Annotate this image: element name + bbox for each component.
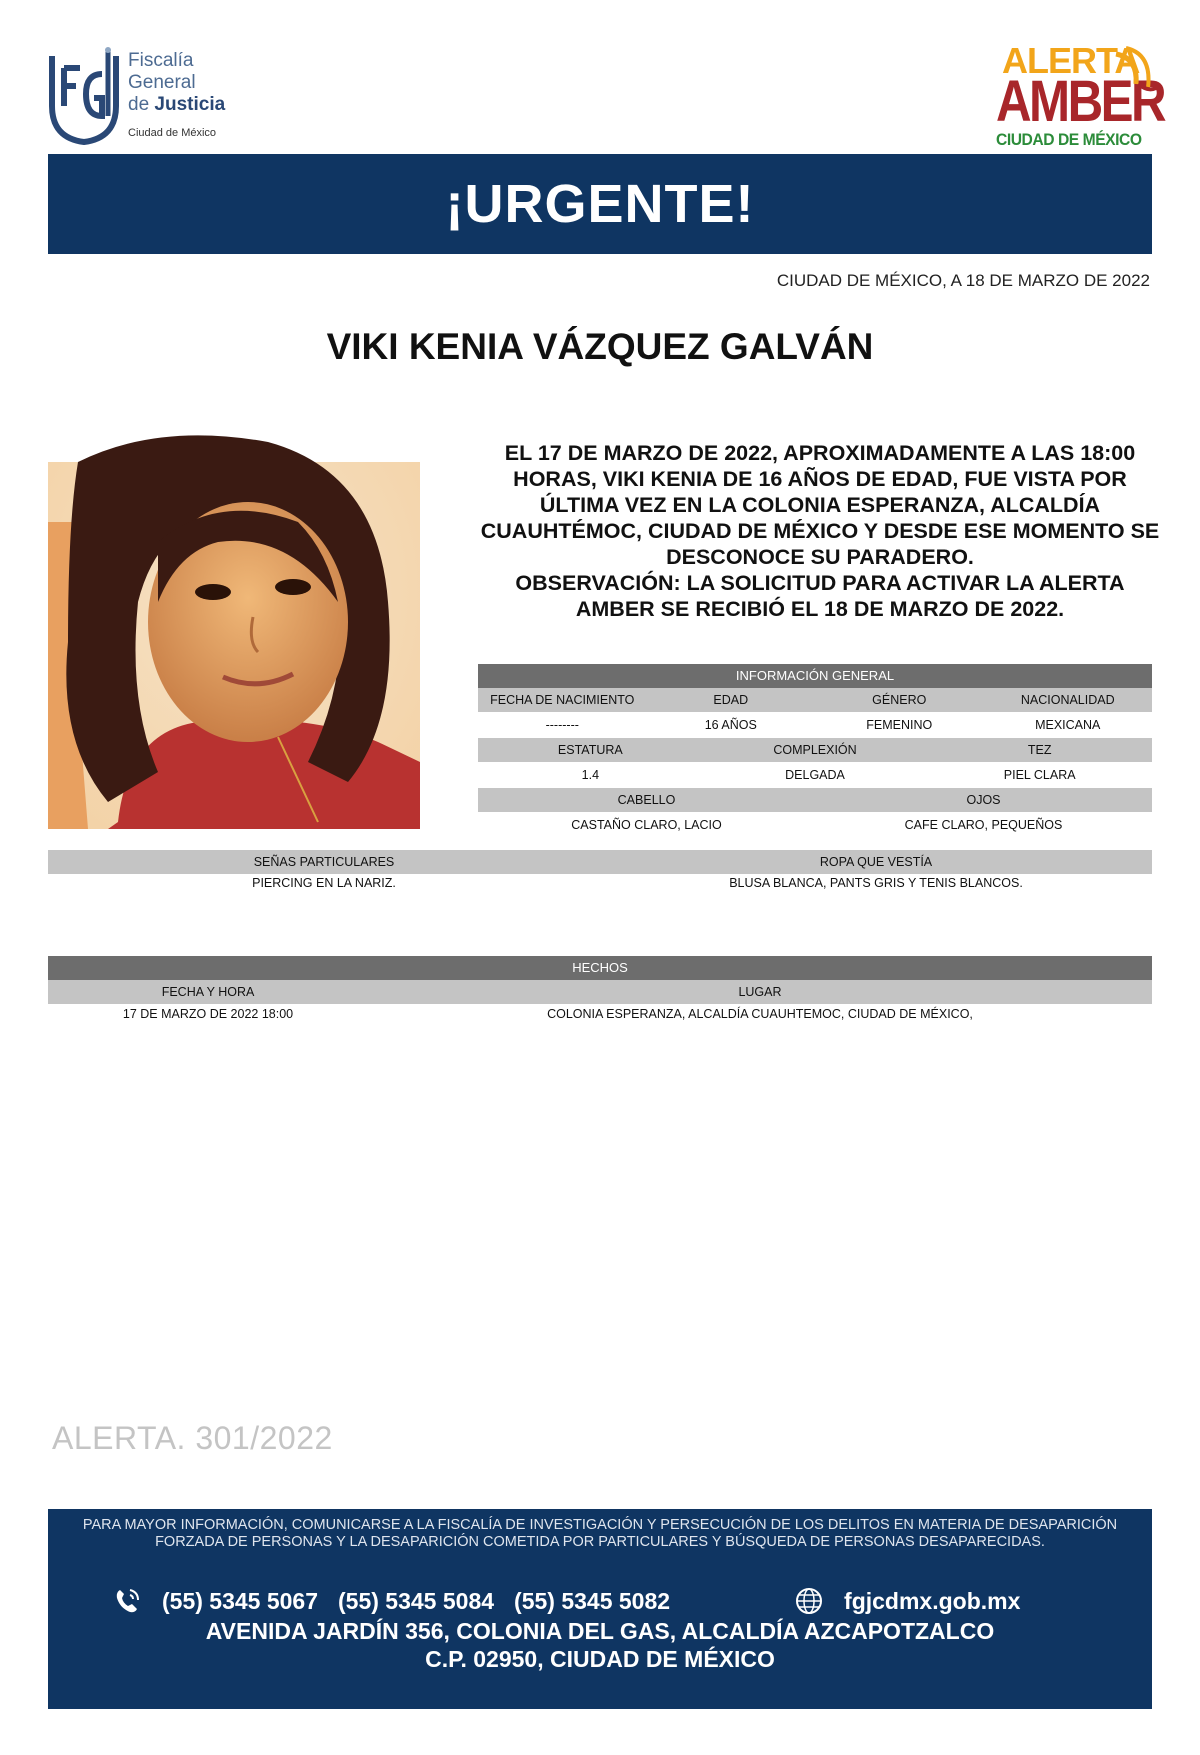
- header-place: LUGAR: [738, 985, 782, 999]
- phone-2[interactable]: (55) 5345 5084: [338, 1587, 495, 1614]
- amber-logo-alerta: ALERTA: [1002, 40, 1140, 81]
- alert-number: ALERTA. 301/2022: [52, 1420, 333, 1456]
- facts-title: HECHOS: [48, 956, 1152, 980]
- value-complexion: PIEL CLARA: [1003, 768, 1076, 782]
- info-row1-header: [478, 688, 1152, 712]
- phone-icon: [112, 1586, 142, 1616]
- header-age: EDAD: [713, 693, 749, 707]
- features-header: [48, 850, 1152, 874]
- general-info-title: INFORMACIÓN GENERAL: [478, 664, 1152, 688]
- footer-note-line2: FORZADA DE PERSONAS Y LA DESAPARICIÓN COMETIDA POR PARTICULARES Y BÚSQUEDA DE PERSONAS DESAPARECIDAS.: [155, 1534, 1045, 1550]
- amber-logo-city: CIUDAD DE MÉXICO: [996, 130, 1142, 149]
- info-row2-header: [478, 738, 1152, 762]
- info-row2-values: [478, 762, 1152, 788]
- info-row3-values: [478, 812, 1152, 838]
- date-line: CIUDAD DE MÉXICO, A 18 DE MARZO DE 2022: [776, 271, 1150, 290]
- globe-icon: [794, 1586, 824, 1616]
- contact-footer: [48, 1509, 1152, 1709]
- value-height: 1.4: [581, 768, 600, 782]
- incident-description: [480, 440, 1160, 622]
- header-complexion: TEZ: [1027, 743, 1052, 757]
- header-height: ESTATURA: [557, 743, 623, 757]
- observation-text: OBSERVACIÓN: LA SOLICITUD PARA ACTIVAR LA ALERTA AMBER SE RECIBIÓ EL 18 DE MARZO DE 2022.: [515, 571, 1125, 621]
- address-line1: AVENIDA JARDÍN 356, COLONIA DEL GAS, ALCALDÍA AZCAPOTZALCO: [205, 1618, 995, 1644]
- fgj-subtitle: Ciudad de México: [128, 127, 217, 139]
- fgj-line3-bold: Justicia: [154, 94, 226, 115]
- facts-table: [48, 956, 1152, 1024]
- header-date-time: FECHA Y HORA: [161, 985, 255, 999]
- signal-waves-icon: [1112, 44, 1160, 104]
- info-row3-header: [478, 788, 1152, 812]
- phone-3[interactable]: (55) 5345 5082: [514, 1587, 671, 1614]
- address-line2: C.P. 02950, CIUDAD DE MÉXICO: [425, 1646, 775, 1672]
- features-values: [48, 874, 1152, 892]
- website-link[interactable]: fgjcdmx.gob.mx: [844, 1587, 1021, 1614]
- value-eyes: CAFE CLARO, PEQUEÑOS: [904, 818, 1063, 832]
- value-gender: FEMENINO: [866, 718, 933, 732]
- value-date-time: 17 DE MARZO DE 2022 18:00: [122, 1007, 294, 1021]
- header-eyes: OJOS: [966, 793, 1001, 807]
- header-build: COMPLEXIÓN: [773, 743, 857, 757]
- missing-person-name: VIKI KENIA VÁZQUEZ GALVÁN: [326, 326, 874, 367]
- urgent-banner: ¡URGENTE!: [48, 154, 1152, 254]
- value-hair: CASTAÑO CLARO, LACIO: [571, 818, 722, 832]
- fgj-emblem-icon: [46, 46, 122, 146]
- general-info-table: [478, 664, 1152, 838]
- value-nationality: MEXICANA: [1035, 718, 1101, 732]
- header-hair: CABELLO: [617, 793, 676, 807]
- facts-values: [48, 1004, 1152, 1024]
- phone-1[interactable]: (55) 5345 5067: [162, 1587, 319, 1614]
- fgj-line2: General: [128, 72, 196, 93]
- amber-logo-amber: AMBER: [996, 69, 1165, 134]
- missing-person-photo: [48, 402, 420, 829]
- value-place: COLONIA ESPERANZA, ALCALDÍA CUAUHTEMOC, CIUDAD DE MÉXICO,: [547, 1007, 973, 1021]
- description-text: EL 17 DE MARZO DE 2022, APROXIMADAMENTE A LAS 18:00 HORAS, VIKI KENIA DE 16 AÑOS DE EDAD, FUE VISTA POR ÚLTIMA VEZ EN LA COLONIA ESPERANZA, ALCALDÍA CUAUHTÉMOC, CIUDAD DE MÉXICO Y DESDE ESE MOMENTO SE DESCONOCE SU PARADERO.: [480, 441, 1160, 569]
- alerta-amber-logo: [992, 40, 1165, 150]
- value-distinguishing-marks: PIERCING EN LA NARIZ.: [252, 876, 396, 890]
- footer-note: [48, 1517, 1152, 1551]
- header-gender: GÉNERO: [872, 693, 927, 707]
- features-table: [48, 850, 1152, 892]
- fgj-logo: [46, 44, 236, 144]
- facts-header: [48, 980, 1152, 1004]
- value-clothing: BLUSA BLANCA, PANTS GRIS Y TENIS BLANCOS.: [729, 876, 1023, 890]
- info-row1-values: [478, 712, 1152, 738]
- fgj-line3-prefix: de: [128, 94, 155, 115]
- header-birthdate: FECHA DE NACIMIENTO: [490, 693, 635, 707]
- value-build: DELGADA: [785, 768, 845, 782]
- header-clothing: ROPA QUE VESTÍA: [819, 855, 933, 869]
- header-distinguishing-marks: SEÑAS PARTICULARES: [253, 855, 395, 869]
- value-birthdate: --------: [545, 718, 579, 732]
- fgj-line1: Fiscalía: [128, 50, 194, 71]
- fgj-logo-text: [128, 50, 225, 116]
- fgj-line3: [128, 94, 225, 116]
- value-age: 16 AÑOS: [704, 718, 757, 732]
- contact-line: [112, 1586, 1020, 1616]
- footer-note-line1: PARA MAYOR INFORMACIÓN, COMUNICARSE A LA FISCALÍA DE INVESTIGACIÓN Y PERSECUCIÓN DE LOS DELITOS EN MATERIA DE DESAPARICIÓN: [82, 1517, 1118, 1533]
- header-nationality: NACIONALIDAD: [1020, 693, 1115, 707]
